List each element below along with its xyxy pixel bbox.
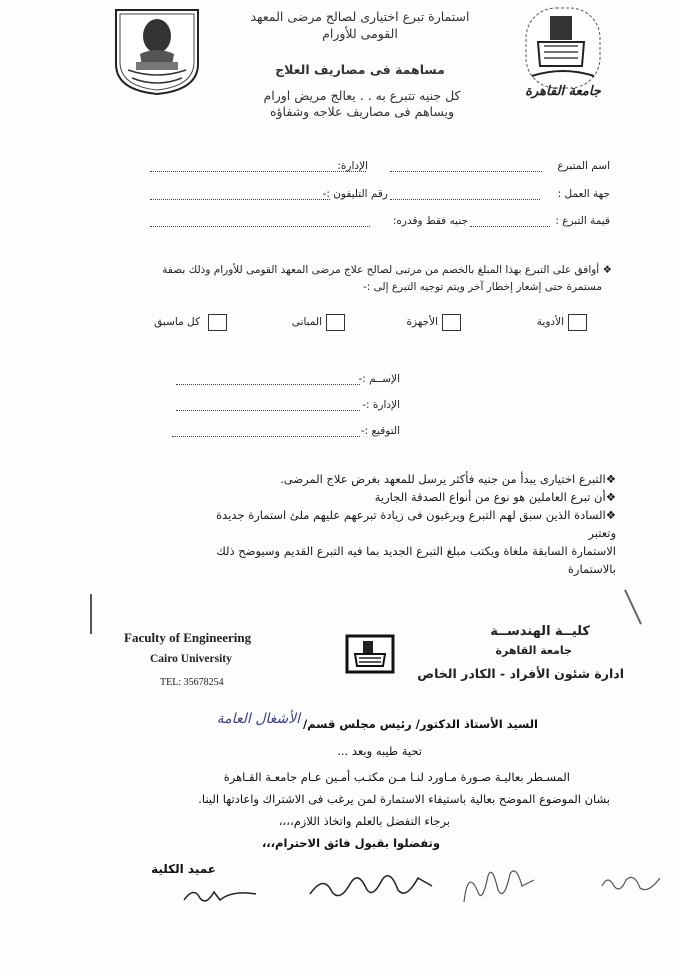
donor-name-label: اسم المتبرع [557,160,610,172]
form-subtitle: مساهمة فى مصاريف العلاج [275,62,445,77]
tel: TEL: 35678254 [160,677,224,688]
bullet-icon: ❖ [599,264,612,276]
scan-mark-right [624,589,642,624]
faculty-ar: كليــة الهندســة [490,624,590,639]
signature-2 [306,866,436,906]
university-en: Cairo University [150,653,232,665]
body-line1: المسـطر بعاليـة صـورة مـاورد لنـا مـن مكتـب أمـين عـام جامعـة القـاهرة [223,770,570,784]
notes-block [186,470,616,578]
option-equipment-label: الأجهزة [406,316,438,328]
bullet-icon: ❖ [605,490,616,504]
consent-line1: ❖ أوافق على التبرع بهذا المبلغ بالخصم من مرتبى لصالح علاج مرضى المعهد القومى للأورام وذلك بصفة [162,264,612,276]
consent-text [150,262,612,296]
dean-title: عميد الكلية [151,862,216,876]
work-label: جهة العمل : [557,188,610,200]
bullet-icon: ❖ [605,472,616,486]
desc-line1: كل جنيه تتبرع به . . يعالج مريض اورام [263,88,461,103]
handwritten-dept: الأشغال العامة [216,711,300,727]
form-title-line2: القومى للأورام [322,26,398,41]
checkbox-medicine[interactable] [568,314,587,331]
note-3: ❖السادة الذين سبق لهم التبرع ويرغبون فى زيادة تبرعهم عليهم ملئ استمارة جديدة وتعتبر [216,508,616,540]
logo-right-seal [522,6,604,102]
option-all-label: كل ماسبق [154,316,200,328]
note-2: ❖أن تبرع العاملين هو نوع من أنواع الصدقة الجارية [374,490,616,504]
donor-name-field[interactable] [390,162,542,172]
salutation: السيد الأستاذ الدكتور/ رئيس مجلس قسم/ [302,717,538,731]
note-3-line3: بالاستمارة [567,562,616,576]
amount-label: قيمة التبرع : [555,215,610,227]
letterhead-logo [345,634,395,674]
greeting: تحية طيبه وبعد ... [337,744,422,758]
letter-body [150,766,610,854]
logo-right-caption: جامعة القاهرة [525,84,601,99]
bullet-icon: ❖ [605,508,616,522]
checkbox-all[interactable] [208,314,227,331]
body-line3: برجاء التفضل بالعلم واتخاذ اللازم،،،، [278,814,450,828]
signature-4 [598,870,664,896]
signoff-name-field[interactable] [176,375,360,385]
option-buildings-label: المبانى [291,316,322,328]
phone-field[interactable] [150,190,330,200]
form-description [192,88,532,120]
work-field[interactable] [390,190,540,200]
option-medicine-label: الأدوية [536,316,564,328]
university-ar: جامعة القاهرة [495,644,572,657]
signoff-admin-label: الإدارة :- [362,399,400,411]
dept-ar: ادارة شئون الأفراد - الكادر الخاص [417,666,624,681]
checkbox-equipment[interactable] [442,314,461,331]
signature-3 [458,862,538,908]
note-1: ❖التبرع اختيارى يبدأ من جنيه فأكثر يرسل للمعهد بغرض علاج المرضى. [280,472,616,486]
admin-field[interactable] [150,162,366,172]
signature-label: التوقيع :- [360,425,400,437]
amount-text-label: جنيه فقط وقدره: [392,215,468,227]
scan-mark-left [90,594,92,634]
signoff-admin-field[interactable] [176,401,360,411]
closing: وتفضلوا بقبول فائق الاحترام،،، [261,836,440,850]
consent-line2: مستمرة حتى إشعار إخطار آخر ويتم توجيه التبرع إلى :- [362,281,602,293]
amount-words-field[interactable] [150,217,370,227]
admin-label: الإدارة: [337,160,368,172]
signoff-name-label: الإســم :- [358,373,400,385]
body-line2: بشان الموضوع الموضح بعالية باستيفاء الاستمارة لمن يرغب فى الاشتراك واعادتها الينا. [198,792,610,806]
note-3-line2: الاستمارة السابقة ملغاة ويكتب مبلغ التبرع الجديد بما فيه التبرع القديم وسيوضح ذلك [216,544,616,558]
amount-field[interactable] [470,217,550,227]
checkbox-buildings[interactable] [326,314,345,331]
phone-label: رقم التليفون :- [322,188,388,200]
form-title [200,8,520,42]
desc-line2: ويساهم فى مصاريف علاجه وشفاؤه [269,104,455,119]
dean-signature [180,882,260,908]
faculty-en: Faculty of Engineering [124,630,252,645]
form-title-line1: استمارة تبرع اختيارى لصالح مرضى المعهد [250,9,470,24]
signature-field[interactable] [172,427,360,437]
logo-left-seal [110,6,204,96]
